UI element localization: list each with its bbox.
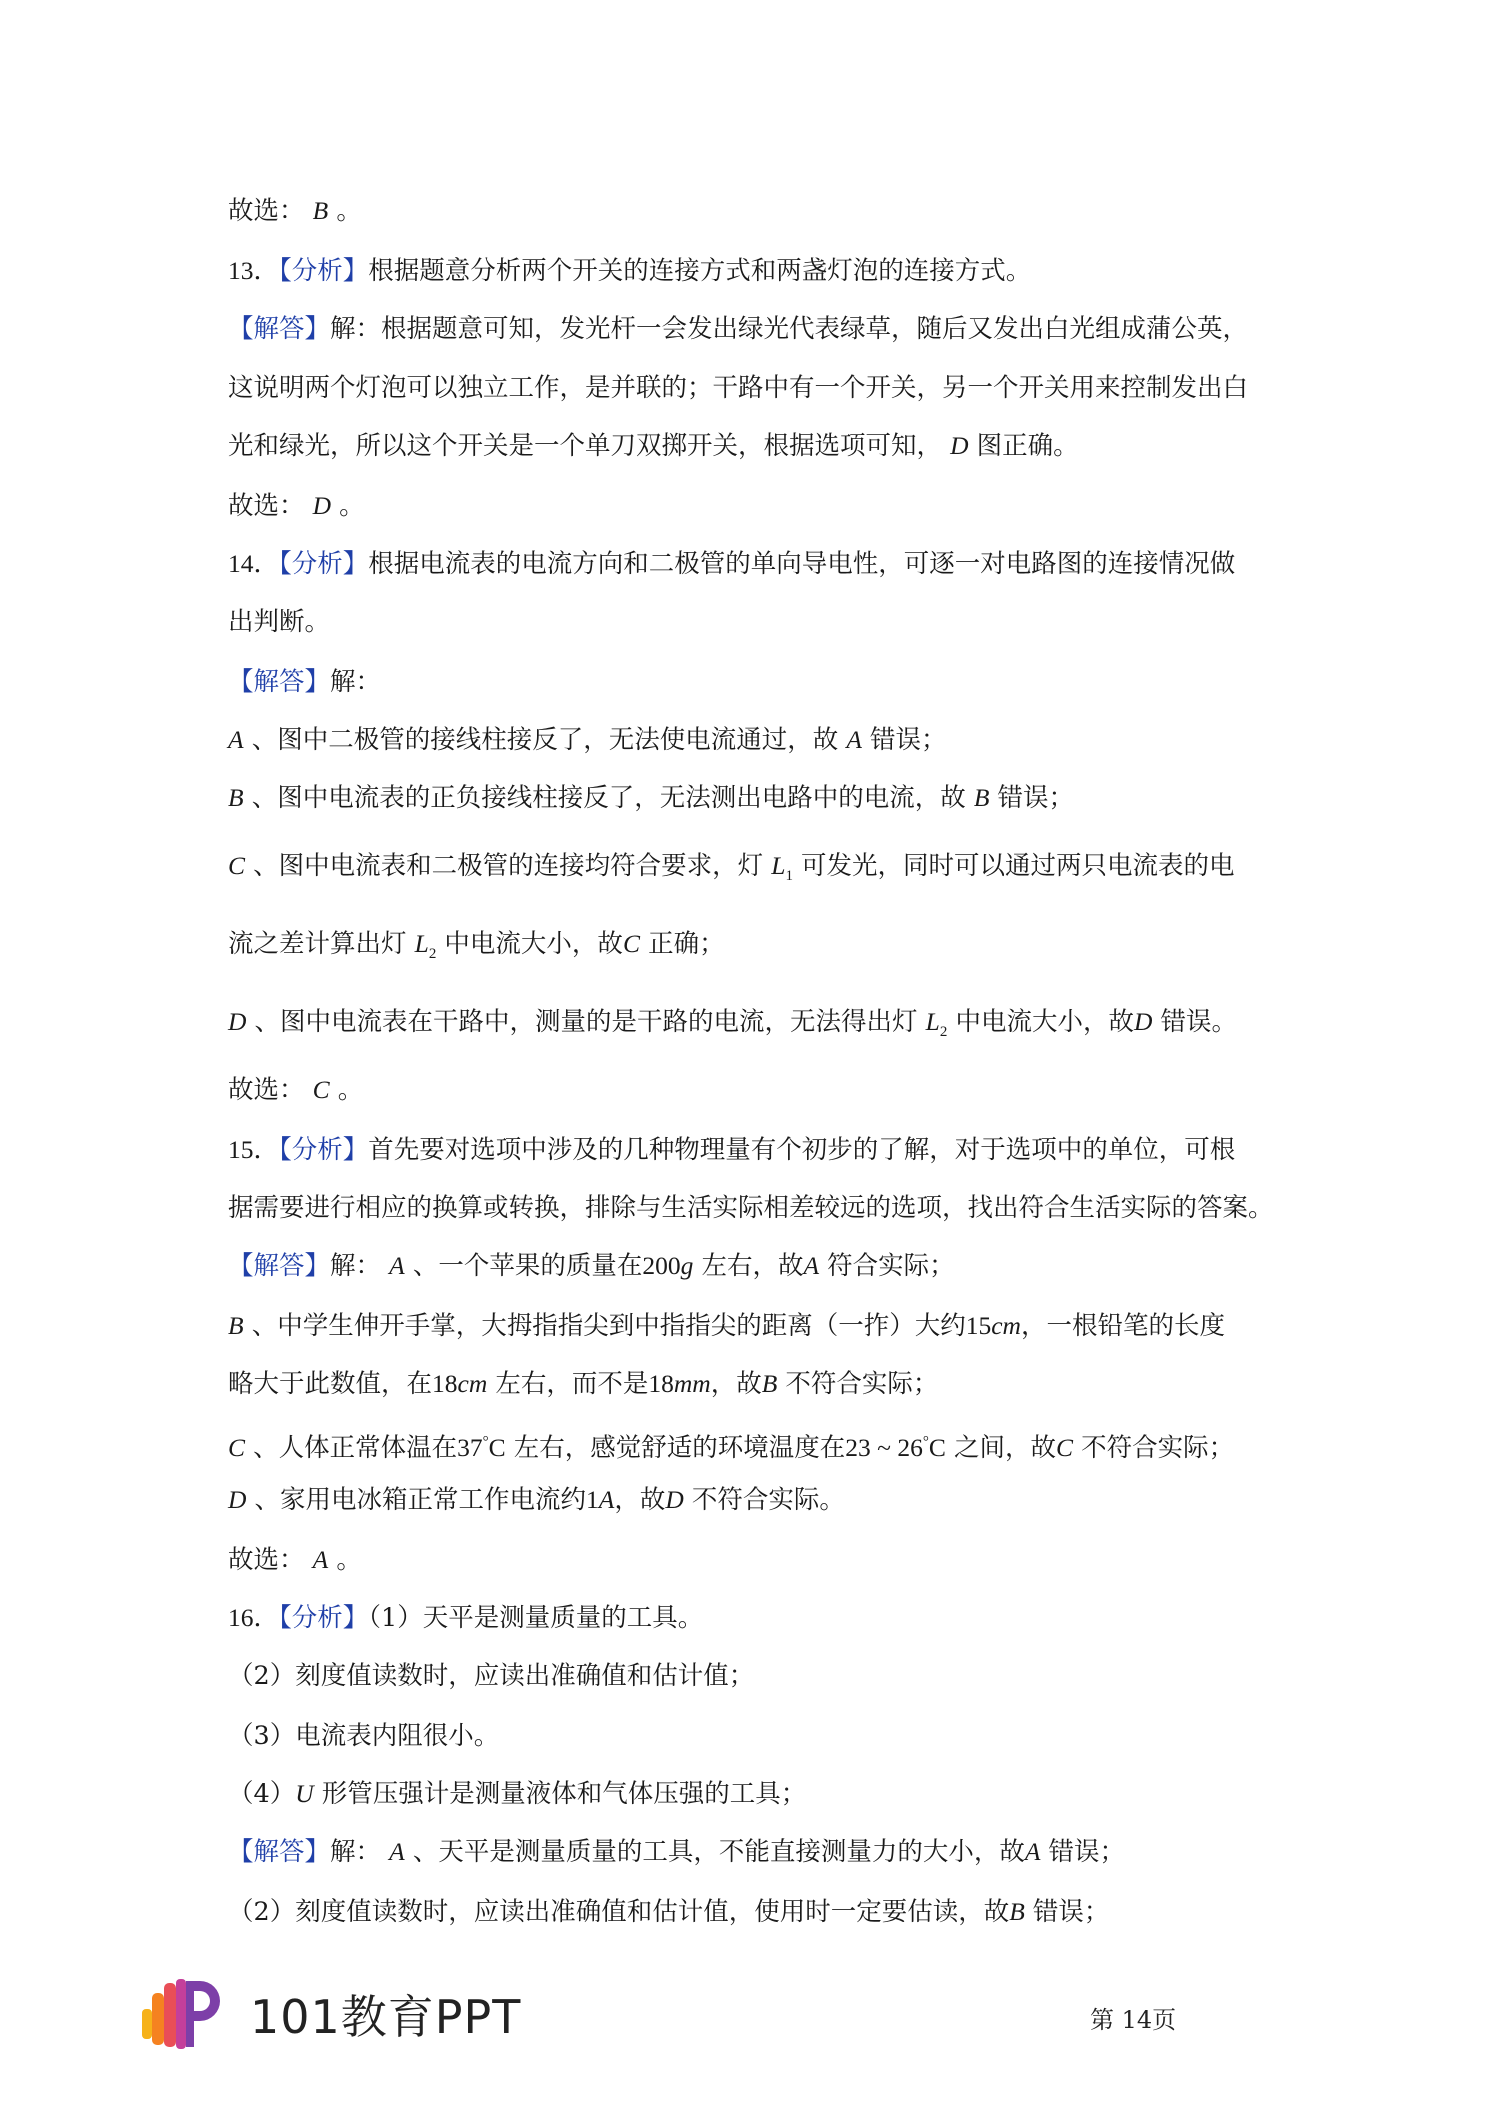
footer-logo [142, 1975, 522, 2055]
option-line: B 、图中电流表的正负接线柱接反了，无法测出电路中的电流，故 B 错误； [228, 783, 1075, 813]
solution-tag: 【解答】 [228, 1837, 331, 1867]
text-line: 据需要进行相应的换算或转换，排除与生活实际相差较远的选项，找出符合生活实际的答案。 [228, 1193, 1274, 1223]
text-line: （2）刻度值读数时，应读出准确值和估计值； [228, 1661, 755, 1691]
answer-line: 故选： A 。 [228, 1545, 362, 1575]
q15-analysis: 15．【分析】首先要对选项中涉及的几种物理量有个初步的了解，对于选项中的单位，可根 [228, 1135, 1236, 1165]
q16-analysis: 16．【分析】（1）天平是测量质量的工具。 [228, 1603, 704, 1633]
q14-solution: 【解答】解： [228, 667, 382, 697]
analysis-tag: 【分析】 [279, 1135, 369, 1165]
text-line: 光和绿光，所以这个开关是一个单刀双掷开关，根据选项可知， D 图正确。 [228, 431, 1079, 461]
option-line: C 、图中电流表和二极管的连接均符合要求，灯 $L_1$ 可发光，同时可以通过两只电流表的电 [228, 851, 1235, 884]
analysis-tag: 【分析】 [279, 1603, 369, 1633]
text-line: （4）U 形管压强计是测量液体和气体压强的工具； [228, 1779, 807, 1809]
option-line: C 、人体正常体温在37°C 左右，感觉舒适的环境温度在23 ~ 26°C 之间，故C 不符合实际； [228, 1433, 1235, 1463]
logo-p-icon [142, 1975, 232, 2055]
page-number: 第 14页 [1090, 2006, 1177, 2034]
text-line: （2）刻度值读数时，应读出准确值和估计值，使用时一定要估读，故B 错误； [228, 1897, 1110, 1927]
option-line: B 、中学生伸开手掌，大拇指指尖到中指指尖的距离（一拃）大约15cm，一根铅笔的长度 [228, 1311, 1225, 1341]
solution-tag: 【解答】 [228, 667, 331, 697]
answer-line: 故选： B 。 [228, 196, 362, 226]
q14-analysis: 14．【分析】根据电流表的电流方向和二极管的单向导电性，可逐一对电路图的连接情况做 [228, 549, 1236, 579]
analysis-tag: 【分析】 [279, 256, 369, 286]
solution-tag: 【解答】 [228, 314, 331, 344]
solution-tag: 【解答】 [228, 1251, 331, 1281]
analysis-tag: 【分析】 [279, 549, 369, 579]
text-line: （3）电流表内阻很小。 [228, 1721, 500, 1751]
text-line: 出判断。 [228, 607, 331, 637]
text-line: 略大于此数值，在18cm 左右，而不是18mm，故B 不符合实际； [228, 1369, 939, 1399]
option-line: D 、图中电流表在干路中，测量的是干路的电流，无法得出灯 $L_2$ 中电流大小，故D 错误。 [228, 1007, 1238, 1040]
answer-line: 故选： D 。 [228, 491, 365, 521]
option-line: D 、家用电冰箱正常工作电流约1A，故D 不符合实际。 [228, 1485, 845, 1515]
option-line: A 、图中二极管的接线柱接反了，无法使电流通过，故 A 错误； [228, 725, 947, 755]
q15-solution: 【解答】解： A 、一个苹果的质量在200g 左右，故A 符合实际； [228, 1251, 955, 1281]
logo-text: 101教育PPT [250, 1990, 522, 2044]
text-line: 流之差计算出灯 $L_2$ 中电流大小，故C 正确； [228, 929, 725, 962]
text-line: 这说明两个灯泡可以独立工作，是并联的；干路中有一个开关，另一个开关用来控制发出白 [228, 373, 1249, 403]
q13-analysis: 13．【分析】根据题意分析两个开关的连接方式和两盏灯泡的连接方式。 [228, 256, 1032, 286]
answer-line: 故选： C 。 [228, 1075, 364, 1105]
q16-solution: 【解答】解： A 、天平是测量质量的工具，不能直接测量力的大小，故A 错误； [228, 1837, 1126, 1867]
q13-solution: 【解答】解：根据题意可知，发光杆一会发出绿光代表绿草，随后又发出白光组成蒲公英， [228, 314, 1249, 344]
